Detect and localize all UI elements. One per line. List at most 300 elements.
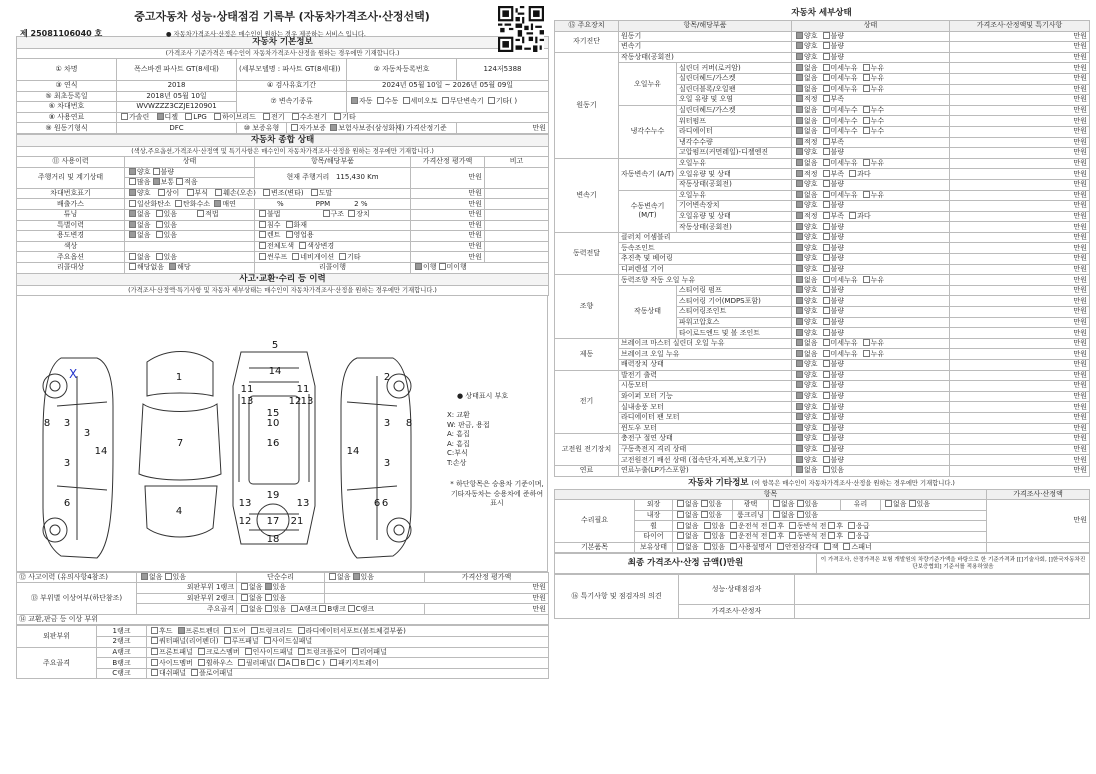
detail-item: 추진축 및 베어링	[619, 254, 792, 265]
checkbox[interactable]	[863, 64, 870, 71]
checkbox[interactable]	[796, 233, 803, 240]
checkbox[interactable]	[823, 180, 830, 187]
appraiser-label: 가격조사·산정자	[679, 605, 795, 619]
checkbox[interactable]	[677, 522, 684, 529]
checkbox[interactable]	[823, 371, 830, 378]
checkbox[interactable]	[241, 594, 248, 601]
checkbox[interactable]	[823, 329, 830, 336]
checkbox[interactable]	[796, 244, 803, 251]
option-label: 불량	[830, 413, 845, 422]
detail-row	[555, 52, 1090, 63]
checkbox[interactable]	[863, 191, 870, 198]
option-label: 불량	[830, 392, 845, 401]
checkbox[interactable]	[259, 231, 266, 238]
detail-price: 만원	[950, 179, 1090, 190]
svg-text:8: 8	[43, 417, 51, 429]
checkbox[interactable]	[823, 212, 830, 219]
checkbox[interactable]	[823, 286, 830, 293]
checkbox[interactable]	[796, 445, 803, 452]
checkbox[interactable]	[823, 170, 830, 177]
current-mileage-label: 현재 주행거리	[286, 173, 330, 182]
checkbox[interactable]	[439, 263, 446, 270]
checkbox[interactable]	[823, 318, 830, 325]
checkbox[interactable]	[156, 231, 163, 238]
checkbox[interactable]	[677, 543, 684, 550]
checkbox[interactable]	[796, 339, 803, 346]
option-label: 없음	[804, 84, 818, 93]
checkbox[interactable]	[796, 148, 803, 155]
checkbox[interactable]	[796, 64, 803, 71]
checkbox[interactable]	[823, 201, 830, 208]
checkbox[interactable]	[334, 113, 341, 120]
detail-price: 만원	[950, 190, 1090, 201]
checkbox[interactable]	[241, 583, 248, 590]
rank2-items	[147, 637, 549, 648]
checkbox[interactable]	[129, 231, 136, 238]
checkbox[interactable]	[156, 210, 163, 217]
checkbox[interactable]	[828, 532, 835, 539]
checkbox[interactable]	[848, 522, 855, 529]
checkbox[interactable]	[863, 106, 870, 113]
checkbox[interactable]	[796, 381, 803, 388]
checkbox[interactable]	[151, 659, 158, 666]
checkbox[interactable]	[769, 522, 776, 529]
checkbox[interactable]	[796, 159, 803, 166]
checkbox[interactable]	[796, 466, 803, 473]
checkbox[interactable]	[796, 170, 803, 177]
eval-mileage: 만원	[411, 167, 485, 188]
checkbox[interactable]	[796, 424, 803, 431]
checkbox[interactable]	[701, 500, 708, 507]
option-label: 없음	[137, 210, 151, 219]
checkbox[interactable]	[415, 263, 422, 270]
checkbox[interactable]	[129, 263, 136, 270]
checkbox[interactable]	[176, 178, 183, 185]
checkbox[interactable]	[823, 74, 830, 81]
checkbox[interactable]	[129, 221, 136, 228]
checkbox[interactable]	[863, 276, 870, 283]
checkbox[interactable]	[165, 573, 172, 580]
checkbox[interactable]	[701, 511, 708, 518]
checkbox[interactable]	[823, 445, 830, 452]
option-label: 불량	[830, 201, 845, 210]
checkbox[interactable]	[863, 85, 870, 92]
checkbox[interactable]	[311, 189, 318, 196]
option-label: 미세누유	[830, 63, 858, 72]
checkbox[interactable]	[677, 511, 684, 518]
final-note: 이 가격조사, 산정가격은 보험 개발원의 차량기준가액을 바탕으로 한 기준가격과 [[]기술사회, []한국자동차진단보증협회] 기준서를 적용하였음	[817, 554, 1090, 574]
checkbox[interactable]	[224, 637, 231, 644]
checkbox[interactable]	[153, 168, 160, 175]
detail-state	[792, 158, 950, 169]
checkbox[interactable]	[863, 350, 870, 357]
checkbox[interactable]	[348, 210, 355, 217]
option-label: 양호	[804, 148, 818, 157]
checkbox[interactable]	[158, 189, 165, 196]
svg-text:13: 13	[238, 497, 252, 509]
detail-state	[792, 338, 950, 349]
option-label: 불량	[160, 167, 175, 176]
option-label: 불량	[830, 180, 845, 189]
checkbox[interactable]	[823, 223, 830, 230]
checkbox[interactable]	[214, 113, 221, 120]
option-label: 침수	[267, 220, 281, 229]
checkbox[interactable]	[796, 307, 803, 314]
checkbox[interactable]	[278, 659, 285, 666]
detail-item: 구동축전지 격리 상태	[619, 444, 792, 455]
checkbox[interactable]	[292, 253, 299, 260]
special-label: 특별이력	[17, 220, 125, 231]
detail-item: 브레이크 마스터 실린더 오일 누유	[619, 338, 792, 349]
checkbox[interactable]	[823, 106, 830, 113]
checkbox[interactable]	[298, 648, 305, 655]
svg-text:14: 14	[268, 365, 282, 377]
checkbox[interactable]	[796, 212, 803, 219]
detail-price: 만원	[950, 402, 1090, 413]
checkbox[interactable]	[777, 543, 784, 550]
checkbox[interactable]	[141, 573, 148, 580]
option-label: 없음	[137, 231, 151, 240]
detail-price: 만원	[950, 63, 1090, 74]
year-value: 2018	[117, 81, 237, 92]
svg-text:17: 17	[266, 515, 280, 527]
history-label: ⑫ 사고이력 (유의사항4참조)	[17, 572, 137, 583]
checkbox[interactable]	[730, 543, 737, 550]
checkbox[interactable]	[823, 381, 830, 388]
checkbox[interactable]	[319, 605, 326, 612]
checkbox[interactable]	[129, 200, 136, 207]
checkbox[interactable]	[730, 522, 737, 529]
checkbox[interactable]	[704, 532, 711, 539]
checkbox[interactable]	[197, 210, 204, 217]
checkbox[interactable]	[151, 637, 158, 644]
checkbox[interactable]	[823, 191, 830, 198]
checkbox[interactable]	[352, 648, 359, 655]
option-label: 있음	[708, 500, 723, 509]
checkbox[interactable]	[796, 106, 803, 113]
checkbox[interactable]	[677, 500, 684, 507]
checkbox[interactable]	[129, 178, 136, 185]
checkbox[interactable]	[797, 511, 804, 518]
checkbox[interactable]	[265, 605, 272, 612]
option-label: 디젤	[164, 113, 179, 122]
detail-price: 만원	[950, 349, 1090, 360]
checkbox[interactable]	[796, 403, 803, 410]
checkbox[interactable]	[773, 500, 780, 507]
option-label: 후드	[159, 626, 173, 635]
checkbox[interactable]	[329, 573, 336, 580]
checkbox[interactable]	[265, 594, 272, 601]
option-label: 미세누유	[830, 339, 858, 348]
checkbox[interactable]	[796, 265, 803, 272]
checkbox[interactable]	[129, 189, 136, 196]
sub-group: 작동상태	[619, 285, 677, 338]
checkbox[interactable]	[121, 113, 128, 120]
doc-header	[16, 6, 548, 38]
checkbox[interactable]	[863, 159, 870, 166]
option-label: 불량	[830, 148, 845, 157]
checkbox[interactable]	[151, 627, 158, 634]
option-label: 프론트펜더	[185, 626, 220, 635]
checkbox[interactable]	[769, 532, 776, 539]
checkbox[interactable]	[251, 627, 258, 634]
checkbox[interactable]	[796, 254, 803, 261]
checkbox[interactable]	[823, 360, 830, 367]
basic-note: (가격조사 기준가격은 매수인이 자동차가격조사·산정을 원하는 경우에만 기재합니다.)	[17, 49, 549, 59]
checkbox[interactable]	[299, 242, 306, 249]
checkbox[interactable]	[403, 97, 410, 104]
checkbox[interactable]	[823, 85, 830, 92]
checkbox[interactable]	[185, 113, 192, 120]
option-label: 없음	[337, 572, 351, 581]
checkbox[interactable]	[863, 127, 870, 134]
checkbox[interactable]	[241, 605, 248, 612]
checkbox[interactable]	[238, 659, 245, 666]
checkbox[interactable]	[129, 210, 136, 217]
checkbox[interactable]	[264, 637, 271, 644]
checkbox[interactable]	[259, 253, 266, 260]
option-label: 사용설명서	[738, 542, 772, 551]
checkbox[interactable]	[796, 180, 803, 187]
checkbox[interactable]	[796, 74, 803, 81]
svg-text:12: 12	[288, 395, 302, 407]
checkbox[interactable]	[259, 242, 266, 249]
checkbox[interactable]	[823, 434, 830, 441]
checkbox[interactable]	[823, 254, 830, 261]
checkbox[interactable]	[823, 456, 830, 463]
checkbox[interactable]	[823, 403, 830, 410]
checkbox[interactable]	[823, 127, 830, 134]
checkbox[interactable]	[156, 253, 163, 260]
checkbox[interactable]	[704, 522, 711, 529]
checkbox[interactable]	[353, 573, 360, 580]
checkbox[interactable]	[191, 669, 198, 676]
checkbox[interactable]	[863, 74, 870, 81]
checkbox[interactable]	[796, 223, 803, 230]
option-label: 없음	[781, 500, 795, 509]
checkbox[interactable]	[796, 318, 803, 325]
detail-row	[555, 402, 1090, 413]
vin-mark-options	[125, 188, 411, 199]
checkbox[interactable]	[488, 97, 495, 104]
checkbox[interactable]	[156, 221, 163, 228]
checkbox[interactable]	[330, 659, 337, 666]
checkbox[interactable]	[265, 583, 272, 590]
checkbox[interactable]	[843, 543, 850, 550]
other-col-item: 항목	[555, 489, 987, 500]
engine-value: DFC	[117, 123, 237, 134]
checkbox[interactable]	[263, 189, 270, 196]
special-options	[125, 220, 255, 231]
checkbox[interactable]	[129, 168, 136, 175]
checkbox[interactable]	[824, 543, 831, 550]
detail-state	[792, 444, 950, 455]
checkbox[interactable]	[796, 201, 803, 208]
checkbox[interactable]	[909, 500, 916, 507]
checkbox[interactable]	[215, 189, 222, 196]
checkbox[interactable]	[796, 360, 803, 367]
inspector-label: 성능·상태점검자	[679, 575, 795, 605]
detail-row	[555, 360, 1090, 371]
checkbox[interactable]	[796, 456, 803, 463]
checkbox[interactable]	[677, 532, 684, 539]
checkbox[interactable]	[823, 350, 830, 357]
checkbox[interactable]	[151, 669, 158, 676]
remark-tuning	[485, 209, 549, 220]
checkbox[interactable]	[377, 97, 384, 104]
detail-price: 만원	[950, 169, 1090, 180]
checkbox[interactable]	[292, 659, 299, 666]
checkbox[interactable]	[823, 297, 830, 304]
option-label: 불량	[830, 286, 845, 295]
checkbox[interactable]	[796, 392, 803, 399]
detail-state	[792, 31, 950, 42]
checkbox[interactable]	[351, 97, 358, 104]
checkbox[interactable]	[823, 244, 830, 251]
sub-group: 냉각수누수	[619, 105, 677, 158]
remark-mileage	[485, 167, 549, 188]
option-label: 후	[836, 532, 844, 541]
detail-state	[792, 95, 950, 106]
checkbox[interactable]	[796, 32, 803, 39]
checkbox[interactable]	[214, 200, 221, 207]
detail-item: 스티어링조인트	[677, 307, 792, 318]
checkbox[interactable]	[704, 543, 711, 550]
svg-text:11: 11	[240, 383, 254, 395]
checkbox[interactable]	[796, 191, 803, 198]
checkbox[interactable]	[849, 170, 856, 177]
checkbox[interactable]	[259, 221, 266, 228]
checkbox[interactable]	[286, 231, 293, 238]
checkbox[interactable]	[789, 522, 796, 529]
checkbox[interactable]	[823, 64, 830, 71]
option-label: 있음	[272, 593, 287, 602]
checkbox[interactable]	[823, 339, 830, 346]
checkbox[interactable]	[330, 124, 337, 131]
checkbox[interactable]	[286, 221, 293, 228]
checkbox[interactable]	[307, 659, 314, 666]
checkbox[interactable]	[796, 350, 803, 357]
checkbox[interactable]	[175, 200, 182, 207]
checkbox[interactable]	[178, 627, 185, 634]
checkbox[interactable]	[823, 53, 830, 60]
option-label: 불량	[830, 445, 845, 454]
checkbox[interactable]	[823, 95, 830, 102]
checkbox[interactable]	[796, 413, 803, 420]
detail-col-state: 상태	[792, 21, 950, 32]
checkbox[interactable]	[823, 424, 830, 431]
checkbox[interactable]	[796, 95, 803, 102]
checkbox[interactable]	[823, 42, 830, 49]
rankB-label: B랭크	[97, 658, 147, 669]
checkbox[interactable]	[323, 210, 330, 217]
checkbox[interactable]	[796, 85, 803, 92]
checkbox[interactable]	[129, 253, 136, 260]
checkbox[interactable]	[796, 434, 803, 441]
checkbox[interactable]	[823, 392, 830, 399]
checkbox[interactable]	[823, 148, 830, 155]
checkbox[interactable]	[796, 138, 803, 145]
checkbox[interactable]	[796, 371, 803, 378]
detail-col-price: 가격조사·산정액및 특기사항	[950, 21, 1090, 32]
checkbox[interactable]	[796, 53, 803, 60]
option-label: 많음	[137, 178, 151, 187]
checkbox[interactable]	[157, 113, 164, 120]
checkbox[interactable]	[823, 32, 830, 39]
checkbox[interactable]	[797, 500, 804, 507]
device-group: 자기진단	[555, 31, 619, 52]
checkbox[interactable]	[823, 265, 830, 272]
option-label: 없음	[804, 349, 818, 358]
option-label: 영업용	[293, 231, 314, 240]
checkbox[interactable]	[348, 605, 355, 612]
checkbox[interactable]	[796, 286, 803, 293]
checkbox[interactable]	[245, 648, 252, 655]
checkbox[interactable]	[291, 124, 298, 131]
checkbox[interactable]	[730, 532, 737, 539]
checkbox[interactable]	[153, 178, 160, 185]
checkbox[interactable]	[823, 466, 830, 473]
checkbox[interactable]	[224, 627, 231, 634]
checkbox[interactable]	[796, 297, 803, 304]
gear-label: ⑦ 변속기종류	[237, 91, 347, 112]
option-label: 불량	[830, 42, 845, 51]
rankA-items	[147, 647, 549, 658]
detail-item: 오일누유	[677, 158, 792, 169]
checkbox[interactable]	[292, 113, 299, 120]
checkbox[interactable]	[885, 500, 892, 507]
checkbox[interactable]	[828, 522, 835, 529]
checkbox[interactable]	[773, 511, 780, 518]
checkbox[interactable]	[863, 117, 870, 124]
checkbox[interactable]	[263, 113, 270, 120]
checkbox[interactable]	[823, 159, 830, 166]
detail-price: 만원	[950, 381, 1090, 392]
outer1-price: 만원	[325, 583, 549, 594]
checkbox[interactable]	[823, 276, 830, 283]
checkbox[interactable]	[823, 413, 830, 420]
checkbox[interactable]	[823, 117, 830, 124]
checkbox[interactable]	[823, 233, 830, 240]
checkbox[interactable]	[823, 307, 830, 314]
checkbox[interactable]	[259, 210, 266, 217]
checkbox[interactable]	[198, 648, 205, 655]
checkbox[interactable]	[863, 339, 870, 346]
checkbox[interactable]	[339, 253, 346, 260]
detail-item: 실린더헤드/가스켓	[677, 73, 792, 84]
checkbox[interactable]	[848, 532, 855, 539]
checkbox[interactable]	[823, 138, 830, 145]
checkbox[interactable]	[796, 117, 803, 124]
checkbox[interactable]	[442, 97, 449, 104]
checkbox[interactable]	[849, 212, 856, 219]
remark-option	[485, 252, 549, 263]
checkbox[interactable]	[789, 532, 796, 539]
checkbox[interactable]	[198, 659, 205, 666]
checkbox[interactable]	[169, 263, 176, 270]
checkbox[interactable]	[796, 127, 803, 134]
checkbox[interactable]	[187, 189, 194, 196]
checkbox[interactable]	[151, 648, 158, 655]
option-kinds	[255, 252, 411, 263]
checkbox[interactable]	[291, 605, 298, 612]
left-page	[16, 6, 548, 679]
checkbox[interactable]	[298, 627, 305, 634]
checkbox[interactable]	[796, 329, 803, 336]
checkbox[interactable]	[796, 276, 803, 283]
option-label: 적정	[804, 169, 818, 178]
checkbox[interactable]	[796, 42, 803, 49]
